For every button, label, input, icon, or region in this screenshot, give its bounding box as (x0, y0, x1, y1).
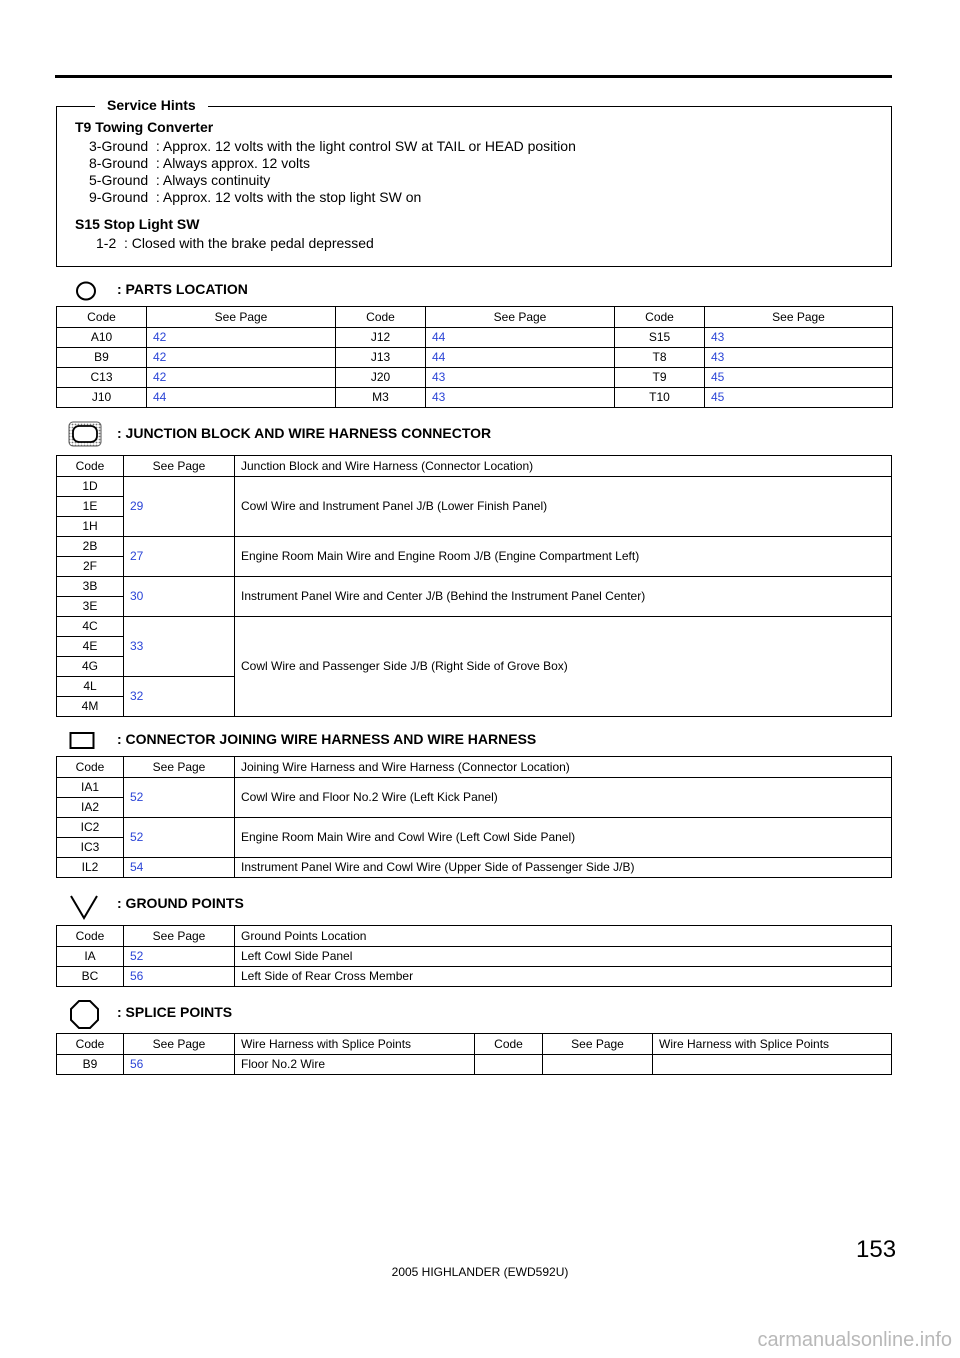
connector-joining-title: : CONNECTOR JOINING WIRE HARNESS AND WIRE HARNESS (117, 731, 537, 747)
table-header-row (57, 757, 892, 778)
header-cell: Code (57, 757, 124, 778)
code-cell: T9 (615, 368, 705, 388)
table-row (57, 967, 892, 987)
table-header-row (57, 456, 892, 477)
table-row (57, 1055, 892, 1075)
ground-points-title: : GROUND POINTS (117, 895, 244, 911)
code-cell: J12 (336, 328, 426, 348)
header-cell: See Page (124, 456, 235, 477)
header-cell: Joining Wire Harness and Wire Harness (Connector Location) (235, 757, 892, 778)
page-link[interactable]: 42 (147, 328, 336, 348)
code-cell: IC3 (57, 838, 124, 858)
parts-location-circle-icon (75, 280, 99, 302)
splice-points-title: : SPLICE POINTS (117, 1004, 233, 1020)
code-cell: IC2 (57, 818, 124, 838)
code-cell (475, 1055, 543, 1075)
location-cell: Cowl Wire and Instrument Panel J/B (Lower Finish Panel) (235, 477, 892, 537)
table-row (57, 858, 892, 878)
code-cell: 4E (57, 637, 124, 657)
table-row (57, 477, 892, 497)
header-cell: See Page (543, 1034, 653, 1055)
location-cell: Cowl Wire and Floor No.2 Wire (Left Kick Panel) (235, 778, 892, 818)
table-row (57, 818, 892, 838)
header-cell: Wire Harness with Splice Points (653, 1034, 892, 1055)
page-link (543, 1055, 653, 1075)
header-cell: See Page (124, 926, 235, 947)
location-cell (653, 1055, 892, 1075)
parts-location-title: : PARTS LOCATION (117, 281, 248, 297)
code-cell: 4M (57, 697, 124, 717)
page-link[interactable]: 52 (124, 818, 235, 858)
code-cell: 2F (57, 557, 124, 577)
code-cell: 1E (57, 497, 124, 517)
header-cell: See Page (124, 1034, 235, 1055)
hint-t9-line: 9-Ground : Approx. 12 volts with the stop light SW on (89, 189, 422, 205)
parts-location-table (56, 306, 893, 408)
code-cell: 3B (57, 577, 124, 597)
code-cell: IL2 (57, 858, 124, 878)
header-cell: See Page (705, 307, 893, 328)
code-cell: IA1 (57, 778, 124, 798)
connector-rectangle-icon (69, 731, 97, 751)
code-cell: S15 (615, 328, 705, 348)
code-cell: 4L (57, 677, 124, 697)
code-cell: 4G (57, 657, 124, 677)
header-cell: Code (57, 307, 147, 328)
service-hints-title: Service Hints (95, 97, 208, 113)
header-cell: Code (57, 456, 124, 477)
page-link[interactable]: 42 (147, 368, 336, 388)
location-cell: Engine Room Main Wire and Engine Room J/B (Engine Compartment Left) (235, 537, 892, 577)
header-cell: Wire Harness with Splice Points (235, 1034, 475, 1055)
header-cell: Code (57, 926, 124, 947)
hint-t9-line: 3-Ground : Approx. 12 volts with the light control SW at TAIL or HEAD position (89, 138, 576, 154)
page-link[interactable]: 43 (426, 388, 615, 408)
page-link[interactable]: 56 (124, 967, 235, 987)
code-cell: B9 (57, 1055, 124, 1075)
code-cell: 1H (57, 517, 124, 537)
header-cell: See Page (426, 307, 615, 328)
code-cell: J13 (336, 348, 426, 368)
table-row (57, 778, 892, 798)
page-link[interactable]: 45 (705, 368, 893, 388)
page-link[interactable]: 27 (124, 537, 235, 577)
connector-joining-table (56, 756, 892, 878)
page-link[interactable]: 43 (705, 328, 893, 348)
location-cell: Left Side of Rear Cross Member (235, 967, 892, 987)
page-link[interactable]: 43 (426, 368, 615, 388)
table-row (57, 348, 893, 368)
splice-points-table (56, 1033, 892, 1075)
top-rule (55, 75, 892, 78)
page-number: 153 (856, 1236, 897, 1263)
code-cell: 1D (57, 477, 124, 497)
page-link[interactable]: 43 (705, 348, 893, 368)
code-cell: A10 (57, 328, 147, 348)
location-cell: Engine Room Main Wire and Cowl Wire (Left Cowl Side Panel) (235, 818, 892, 858)
location-cell: Floor No.2 Wire (235, 1055, 475, 1075)
hint-s15-line: 1-2 : Closed with the brake pedal depressed (96, 235, 374, 251)
junction-block-title: : JUNCTION BLOCK AND WIRE HARNESS CONNECTOR (117, 425, 492, 441)
table-row (57, 328, 893, 348)
ground-points-table (56, 925, 892, 987)
code-cell: 2B (57, 537, 124, 557)
location-cell: Cowl Wire and Passenger Side J/B (Right Side of Grove Box) (235, 617, 892, 717)
watermark: carmanualsonline.info (757, 1329, 952, 1351)
code-cell: 4C (57, 617, 124, 637)
junction-block-table (56, 455, 892, 717)
table-row (57, 577, 892, 597)
code-cell: B9 (57, 348, 147, 368)
page-link[interactable]: 52 (124, 778, 235, 818)
code-cell: T10 (615, 388, 705, 408)
code-cell: 3E (57, 597, 124, 617)
code-cell: J20 (336, 368, 426, 388)
table-header-row (57, 307, 893, 328)
page-link[interactable]: 30 (124, 577, 235, 617)
page-link[interactable]: 42 (147, 348, 336, 368)
table-row (57, 617, 892, 637)
code-cell: M3 (336, 388, 426, 408)
page-link[interactable]: 45 (705, 388, 893, 408)
table-row (57, 537, 892, 557)
code-cell: IA (57, 947, 124, 967)
table-row (57, 368, 893, 388)
table-header-row (57, 1034, 892, 1055)
ground-triangle-icon (69, 893, 101, 921)
hint-t9-line: 8-Ground : Always approx. 12 volts (89, 155, 310, 171)
code-cell: IA2 (57, 798, 124, 818)
header-cell: Code (475, 1034, 543, 1055)
location-cell: Instrument Panel Wire and Center J/B (Behind the Instrument Panel Center) (235, 577, 892, 617)
header-cell: Code (615, 307, 705, 328)
location-cell: Instrument Panel Wire and Cowl Wire (Upper Side of Passenger Side J/B) (235, 858, 892, 878)
hint-s15-heading: S15 Stop Light SW (75, 216, 200, 232)
splice-octagon-icon (69, 999, 101, 1031)
page-link[interactable]: 32 (124, 677, 235, 717)
table-row (57, 388, 893, 408)
code-cell: BC (57, 967, 124, 987)
footer-model-code: 2005 HIGHLANDER (EWD592U) (391, 1265, 569, 1279)
junction-block-icon (68, 420, 102, 448)
page-link[interactable]: 29 (124, 477, 235, 537)
header-cell: See Page (124, 757, 235, 778)
code-cell: J10 (57, 388, 147, 408)
page-link[interactable]: 56 (124, 1055, 235, 1075)
header-cell: Code (57, 1034, 124, 1055)
code-cell: T8 (615, 348, 705, 368)
page-link[interactable]: 54 (124, 858, 235, 878)
page-link[interactable]: 44 (426, 328, 615, 348)
header-cell: Junction Block and Wire Harness (Connector Location) (235, 456, 892, 477)
table-row (57, 947, 892, 967)
header-cell: Ground Points Location (235, 926, 892, 947)
header-cell: Code (336, 307, 426, 328)
page-link[interactable]: 33 (124, 617, 235, 677)
code-cell: C13 (57, 368, 147, 388)
header-cell: See Page (147, 307, 336, 328)
page-link[interactable]: 44 (426, 348, 615, 368)
page-link[interactable]: 44 (147, 388, 336, 408)
page-link[interactable]: 52 (124, 947, 235, 967)
hint-t9-heading: T9 Towing Converter (75, 119, 214, 135)
table-header-row (57, 926, 892, 947)
location-cell: Left Cowl Side Panel (235, 947, 892, 967)
hint-t9-line: 5-Ground : Always continuity (89, 172, 271, 188)
